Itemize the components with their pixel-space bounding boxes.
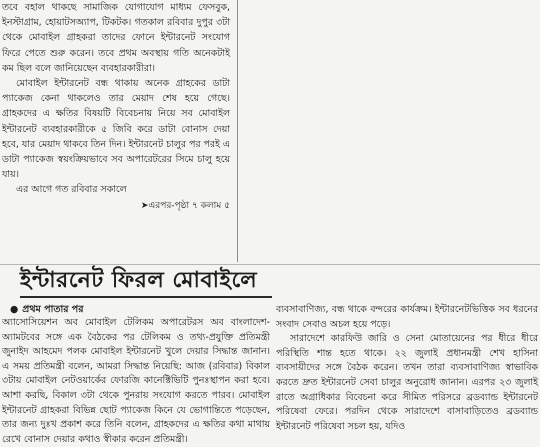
article-column-2 xyxy=(276,303,538,434)
article-col1-text: অ্যাসোসিয়েশন অব মোবাইল টেলিকম অপারেটরস অব বাংলাদেশ-অ্যামটবের সঙ্গে এক বৈঠকের পর টেলিকম ও তথ্য-প্রযুক্তি প্রতিমন্ত্রী জুনাইদ আহমেদ পলক মোবাইল ইন্টারনেট খুলে দেয়ার সিদ্ধান্ত জানান। এ সময় প্রতিমন্ত্রী বলেন, আমরা সিদ্ধান্ত নিয়েছি: আজ (রবিবার) বিকাল ৩টায় মোবাইল নেটওয়ার্কের ফোরজি কানেক্টিভিটি পুনঃস্থাপন করা হবে। আশা করছি, বিকাল ৩টা থেকে পুনরায় সংযোগ করতে পারব। মোবাইল ইন্টারনেট গ্রাহকরা বিভিন্ন ছোট প্যাকেজ কিনে যে ভোগান্তিতে পড়েছেন, তার জন্য দুঃখ প্রকাশ করে তিনি বলেন, গ্রাহকদের এ ক্ষতির কথা মাথায় রেখে বোনাস দেয়ার কথাও স্বীকার করেন প্রতিমন্ত্রী। xyxy=(2,317,270,445)
continued-paragraph-3: এর আগে গত রবিবার সকালে xyxy=(16,184,127,196)
headline-underline xyxy=(20,296,272,298)
kicker-text: প্রথম পাতার পর xyxy=(22,304,84,315)
jump-line: ➤এরপর-পৃষ্ঠা ৭ কলাম ৫ xyxy=(140,200,230,211)
bullet-icon: ● xyxy=(10,304,19,315)
continued-paragraph-2: মোবাইল ইন্টারনেট বন্ধ থাকায় অনেক গ্রাহকের ডাটা প্যাকেজ কেনা থাকলেও তার মেয়াদ শেষ হয়ে গেছে। গ্রাহকদের এ ক্ষতির বিষয়টি বিবেচনায় নিয়ে সব মোবাইল ইন্টারনেট ব্যবহারকারীকে ৫ জিবি করে ডাটা বোনাস দেয়া হবে, যার মেয়াদ থাকবে তিন দিন। ইন্টারনেট চালুর পর পরই এ ডাটা প্যাকেজ স্বয়ংক্রিয়ভাবে সব অপারেটরের সিমে চালু হয়ে যায়। xyxy=(2,78,230,181)
continued-paragraph-1: তবে বহাল থাকছে সামাজিক যোগাযোগ মাধ্যম ফেসবুক, ইনস্টাগ্রাম, হোয়াটসঅ্যাপ, টিকটক। গতকাল রবিবার দুপুর ৩টা থেকে মোবাইল গ্রাহকরা তাদের ফোনে ইন্টারনেট সংযোগ ফিরে পেতে শুরু করেন। তবে প্রথম অবস্থায় গতি অনেকটাই কম ছিল বলে জানিয়েছেন ব্যবহারকারীরা। xyxy=(2,2,230,74)
article-col2-paragraph-1: ব্যবসাবাণিজ্য, বন্ধ থাকে বন্দরের কার্যক্রম। ইন্টারনেটভিত্তিক সব ধরনের সংবাদ সেবাও অচল হয়ে পড়ে। xyxy=(276,304,538,330)
article-column-1 xyxy=(2,316,270,447)
continued-column xyxy=(2,0,230,214)
column-divider xyxy=(237,0,238,262)
article-headline: ইন্টারনেট ফিরল মোবাইলে xyxy=(20,267,258,293)
article-col2-paragraph-2: সারাদেশে কারফিউ জারি ও সেনা মোতায়েনের পর ধীরে ধীরে পরিস্থিতি শান্ত হতে থাকে। ২২ জুলাই প্রধানমন্ত্রী শেখ হাসিনা ব্যবসায়ীদের সঙ্গে বৈঠক করেন। তখন তারা ব্যবসাবাণিজ্য স্বাভাবিক করতে দ্রুত ইন্টারনেট সেবা চালুর অনুরোধ জানান। এরপর ২৩ জুলাই রাতে অগ্রাধিকার বিবেচনা করে সীমিত পরিসরে ব্রডব্যান্ড ইন্টারনেট পরিষেবা ফেরে। পরদিন থেকে সারাদেশে বাসাবাড়িতেও ব্রডব্যান্ড ইন্টারনেট পরিষেবা সচল হয়, যদিও xyxy=(276,333,538,432)
section-divider xyxy=(0,264,540,265)
